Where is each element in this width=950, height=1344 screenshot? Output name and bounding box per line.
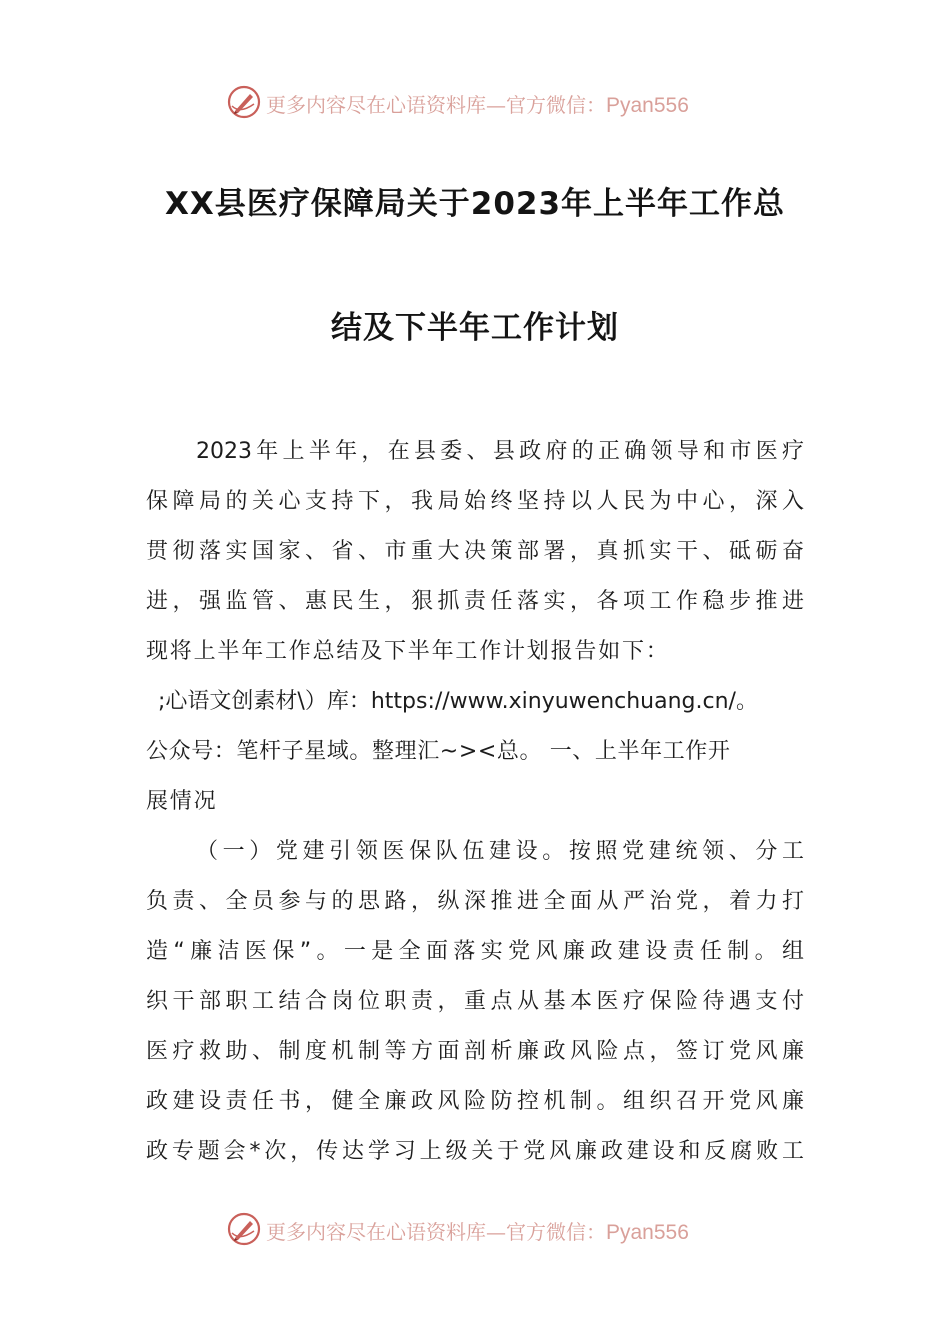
document-title-line-2: 结及下半年工作计划 (331, 310, 619, 346)
pen-logo-icon (226, 1211, 262, 1247)
body-line: 保障局的关心支持下，我局始终坚持以人民为中心，深入 (146, 489, 804, 514)
pen-logo-icon (226, 84, 262, 120)
body-line: 政建设责任书，健全廉政风险防控机制。组织召开党风廉 (146, 1089, 804, 1114)
body-line: 织干部职工结合岗位职责，重点从基本医疗保险待遇支付 (146, 989, 804, 1014)
body-line: （一）党建引领医保队伍建设。按照党建统领、分工 (196, 839, 804, 864)
body-line: 医疗救助、制度机制等方面剖析廉政风险点，签订党风廉 (146, 1039, 804, 1064)
banner-text: 更多内容尽在心语资料库—官方微信：Pyan556 (266, 93, 689, 117)
body-line: ;心语文创素材\）库：https://www.xinyuwenchuang.cn/。 (158, 689, 758, 714)
banner-text: 更多内容尽在心语资料库—官方微信：Pyan556 (266, 1220, 689, 1244)
body-line: 公众号：笔杆子星域。整理汇~><总。 一、上半年工作开 (146, 739, 731, 764)
body-line: 负责、全员参与的思路，纵深推进全面从严治党，着力打 (146, 889, 804, 914)
body-line: 展情况 (146, 789, 218, 814)
body-line: 造“廉洁医保”。一是全面落实党风廉政建设责任制。组 (146, 939, 804, 964)
body-line: 2023年上半年，在县委、县政府的正确领导和市医疗 (196, 439, 804, 464)
document-title-line-1: XX县医疗保障局关于2023年上半年工作总 (164, 186, 786, 222)
header-watermark-banner (0, 82, 950, 122)
body-line: 现将上半年工作总结及下半年工作计划报告如下： (146, 639, 670, 664)
body-line: 进，强监管、惠民生，狠抓责任落实，各项工作稳步推进 (146, 589, 804, 614)
footer-watermark-banner (0, 1209, 950, 1249)
body-line: 贯彻落实国家、省、市重大决策部署，真抓实干、砥砺奋 (146, 539, 804, 564)
body-line: 政专题会*次，传达学习上级关于党风廉政建设和反腐败工 (146, 1139, 804, 1164)
